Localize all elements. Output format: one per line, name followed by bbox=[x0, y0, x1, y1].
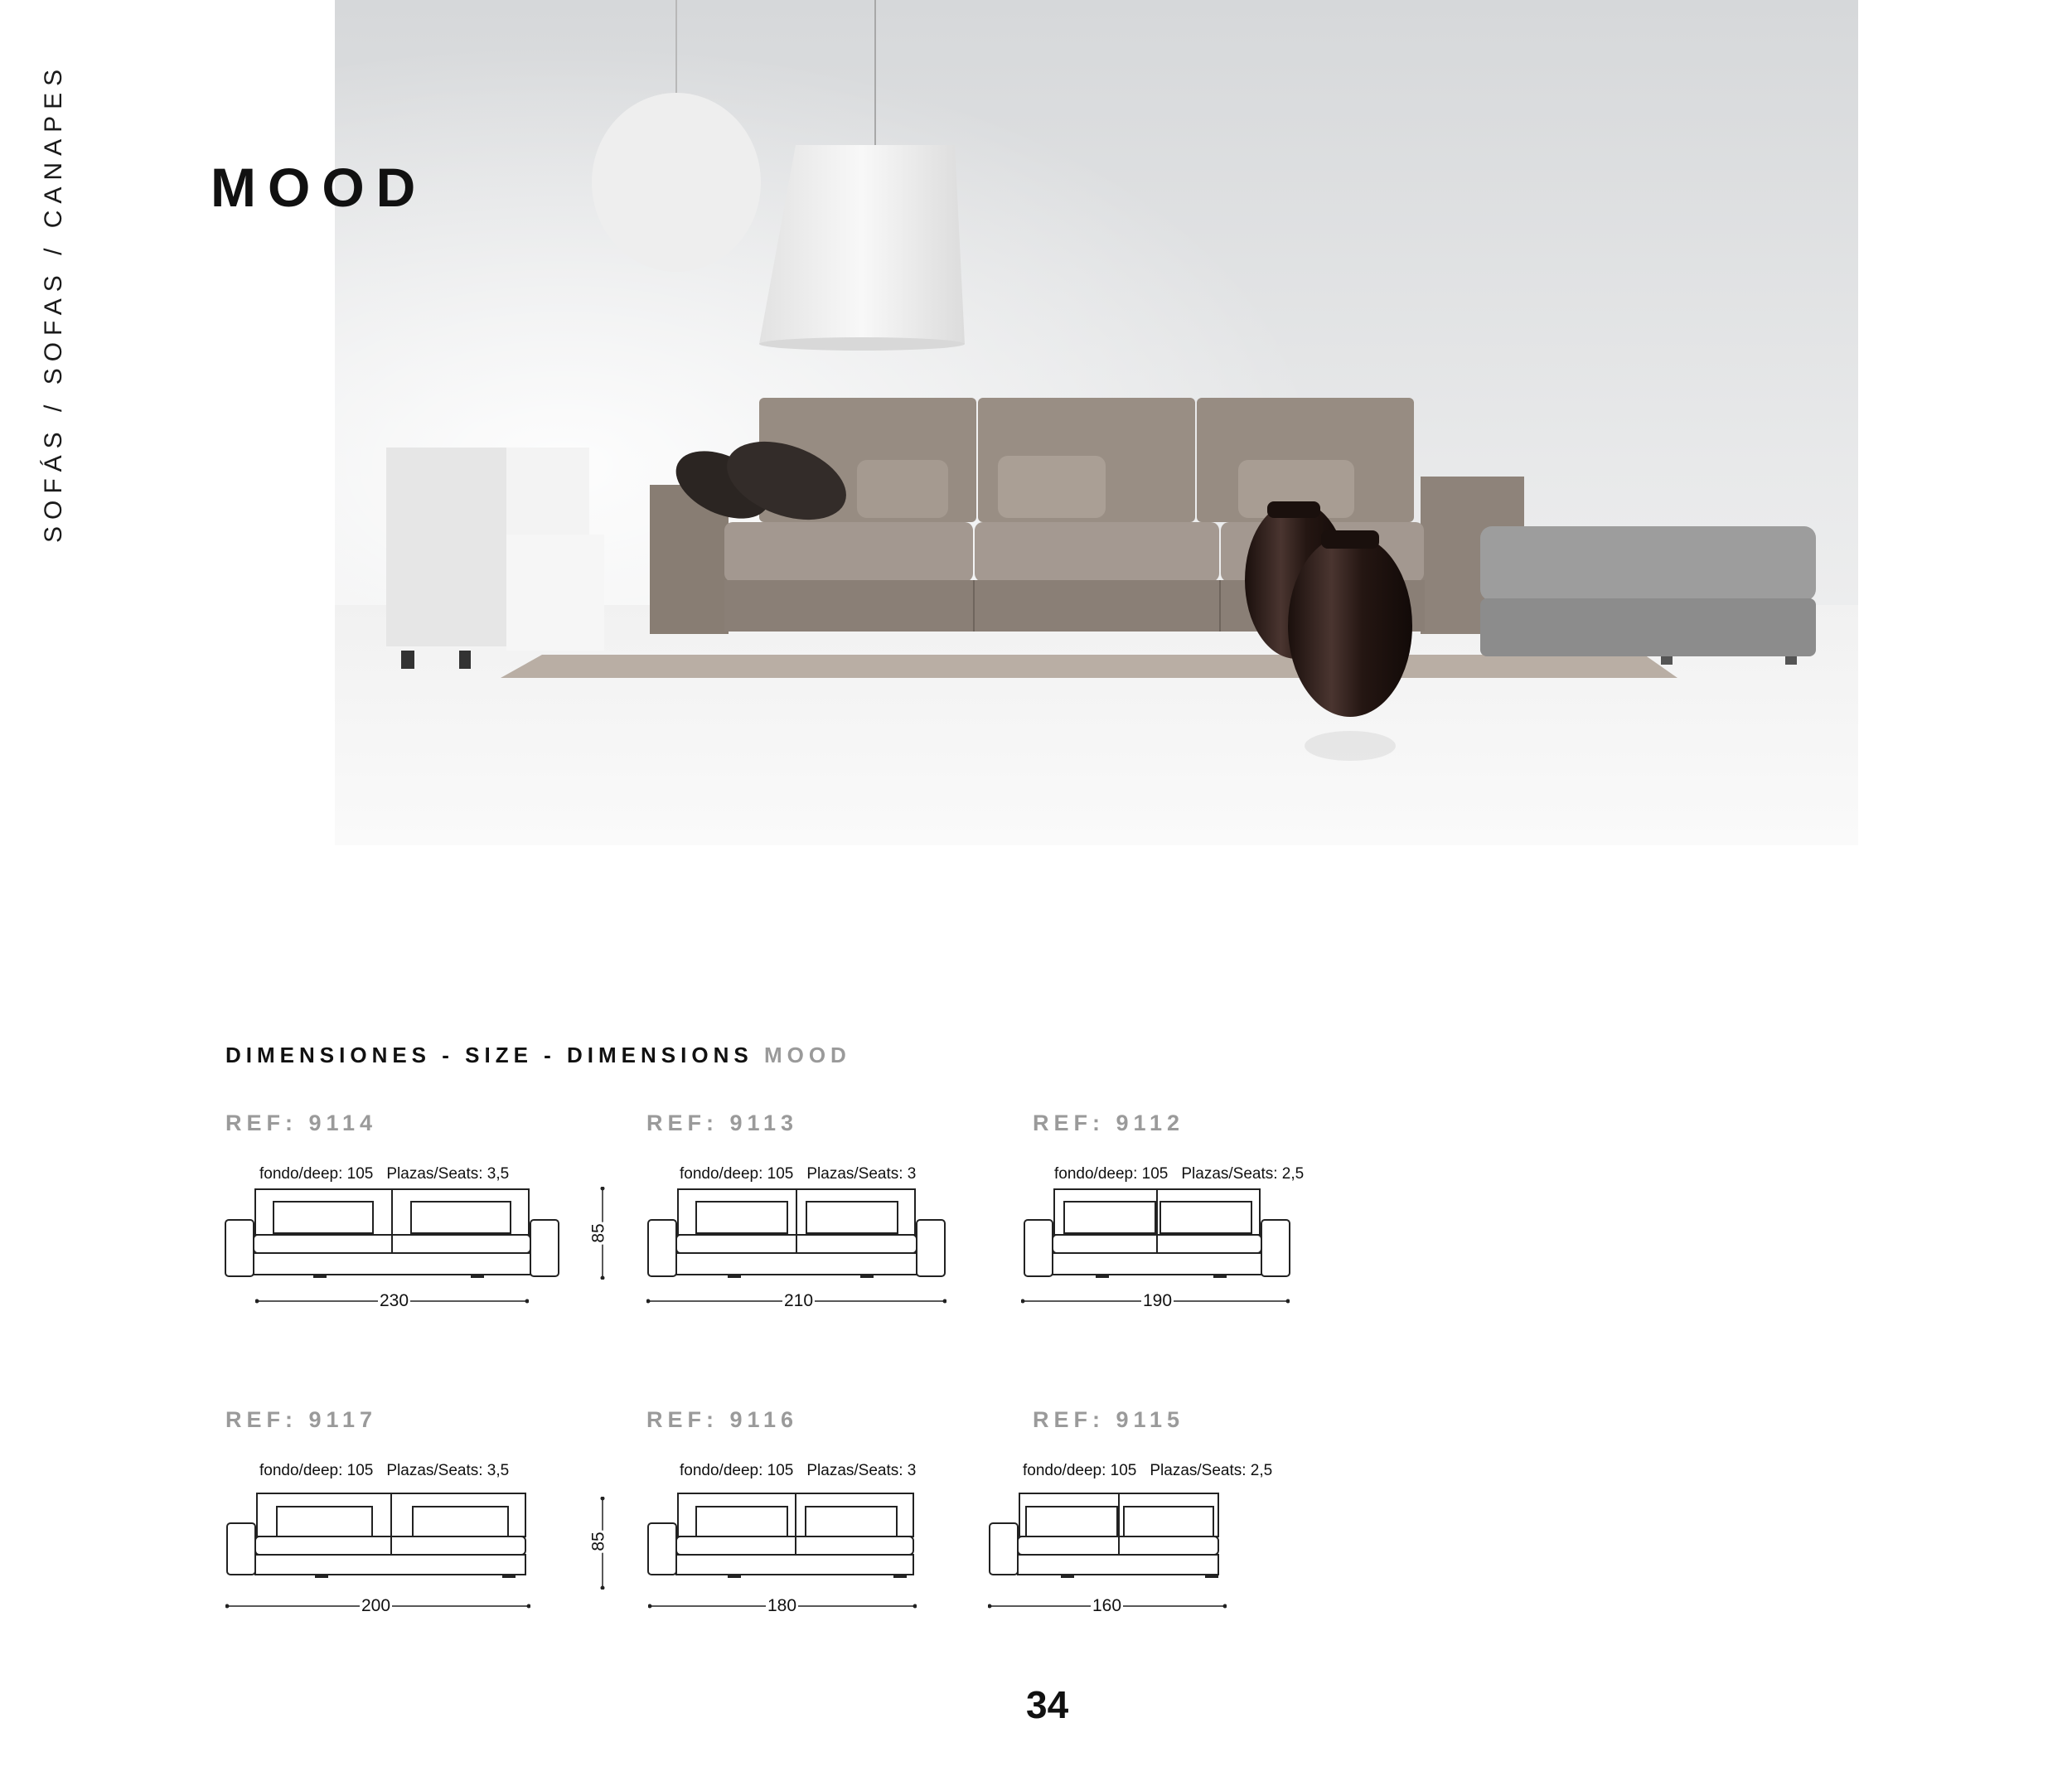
sofa-drawing-9114 bbox=[222, 1185, 562, 1301]
model-ref: REF: 9117 bbox=[225, 1407, 378, 1432]
model-spec bbox=[1054, 1165, 1304, 1183]
height-dimension: 85 bbox=[588, 1223, 608, 1243]
model-spec bbox=[680, 1462, 916, 1480]
model-seats: Plazas/Seats: 3,5 bbox=[386, 1165, 510, 1183]
height-dimension: 85 bbox=[588, 1532, 608, 1551]
model-ref: REF: 9116 bbox=[646, 1407, 799, 1432]
model-seats: Plazas/Seats: 3,5 bbox=[386, 1462, 510, 1479]
dimensions-heading-model: MOOD bbox=[763, 1043, 851, 1067]
sofa-drawing-9115 bbox=[986, 1488, 1235, 1588]
sofa-drawing-9113 bbox=[645, 1185, 951, 1301]
width-dimension: 210 bbox=[784, 1291, 814, 1310]
model-deep: fondo/deep: 105 bbox=[259, 1462, 374, 1479]
sofa-drawing-9117 bbox=[224, 1488, 530, 1588]
model-ref: REF: 9112 bbox=[1033, 1111, 1185, 1135]
model-seats: Plazas/Seats: 3 bbox=[806, 1462, 917, 1479]
width-dimension: 190 bbox=[1143, 1291, 1173, 1310]
model-seats: Plazas/Seats: 2,5 bbox=[1150, 1462, 1273, 1479]
width-dimension: 230 bbox=[380, 1291, 409, 1310]
width-dimension: 200 bbox=[361, 1596, 391, 1615]
sofa-drawing-9112 bbox=[1021, 1185, 1295, 1301]
model-ref: REF: 9114 bbox=[225, 1111, 378, 1135]
model-ref: REF: 9115 bbox=[1033, 1407, 1185, 1432]
model-spec bbox=[1023, 1462, 1272, 1480]
product-title: MOOD bbox=[211, 157, 428, 218]
model-spec bbox=[259, 1462, 509, 1480]
model-seats: Plazas/Seats: 3 bbox=[806, 1165, 917, 1183]
model-deep: fondo/deep: 105 bbox=[680, 1165, 794, 1183]
dimensions-heading bbox=[225, 1043, 851, 1068]
model-deep: fondo/deep: 105 bbox=[1054, 1165, 1169, 1183]
dimensions-heading-main: DIMENSIONES - SIZE - DIMENSIONS bbox=[225, 1043, 753, 1067]
page-number: 34 bbox=[1026, 1683, 1069, 1726]
model-deep: fondo/deep: 105 bbox=[680, 1462, 794, 1479]
width-dimension: 180 bbox=[767, 1596, 797, 1615]
model-spec bbox=[680, 1165, 916, 1183]
model-deep: fondo/deep: 105 bbox=[259, 1165, 374, 1183]
product-photo bbox=[335, 0, 1858, 845]
model-ref: REF: 9113 bbox=[646, 1111, 799, 1135]
model-deep: fondo/deep: 105 bbox=[1023, 1462, 1137, 1479]
model-spec bbox=[259, 1165, 509, 1183]
model-seats: Plazas/Seats: 2,5 bbox=[1181, 1165, 1305, 1183]
sofa-drawing-9116 bbox=[645, 1488, 927, 1588]
section-side-label: SOFÁS / SOFAS / CANAPES bbox=[40, 62, 67, 543]
width-dimension: 160 bbox=[1092, 1596, 1122, 1615]
